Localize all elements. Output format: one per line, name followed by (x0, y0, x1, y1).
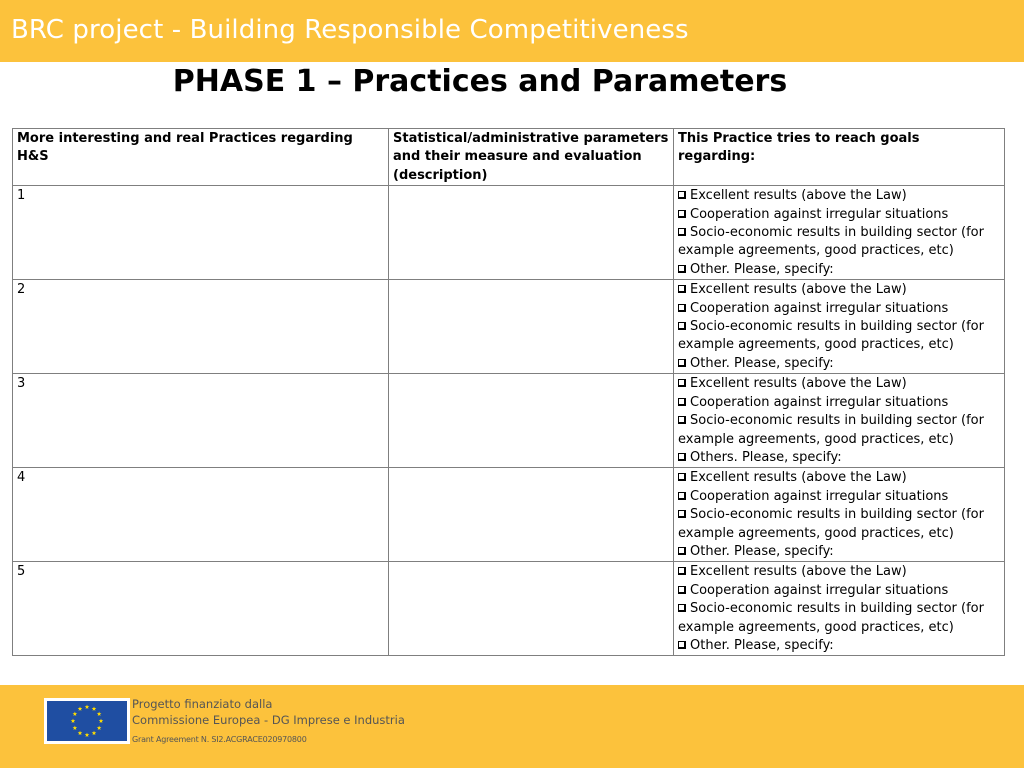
goal-option-label: Cooperation against irregular situations (690, 582, 949, 598)
header-title: BRC project - Building Responsible Competitiveness (11, 15, 689, 45)
goal-option[interactable] (678, 318, 1000, 355)
goal-option[interactable] (678, 600, 1000, 637)
practices-table (12, 128, 1005, 656)
goals-cell (674, 468, 1005, 562)
checkbox-icon[interactable] (678, 473, 686, 481)
table-header-row (13, 129, 1005, 186)
checkbox-icon[interactable] (678, 586, 686, 594)
checkbox-icon[interactable] (678, 379, 686, 387)
practice-number-cell[interactable]: 1 (13, 186, 389, 280)
slide-title: PHASE 1 – Practices and Parameters (172, 64, 788, 99)
goal-option-label: Excellent results (above the Law) (690, 470, 907, 486)
checkbox-icon[interactable] (678, 547, 686, 555)
goal-option[interactable] (678, 563, 1000, 581)
goal-option[interactable] (678, 469, 1000, 487)
table-row (13, 280, 1005, 374)
table-row (13, 562, 1005, 656)
goal-option-label: Socio-economic results in building sector (for example agreements, good practices, etc) (678, 319, 984, 353)
goals-cell (674, 186, 1005, 280)
goal-option-label: Cooperation against irregular situations (690, 488, 949, 504)
goal-option-label: Excellent results (above the Law) (690, 564, 907, 580)
checkbox-icon[interactable] (678, 228, 686, 236)
goal-option[interactable] (678, 355, 1000, 373)
goal-option[interactable] (678, 206, 1000, 224)
goal-option-label: Excellent results (above the Law) (690, 376, 907, 392)
eu-flag-icon (44, 698, 130, 744)
parameters-cell[interactable] (389, 468, 674, 562)
checkbox-icon[interactable] (678, 359, 686, 367)
goal-option-label: Cooperation against irregular situations (690, 394, 949, 410)
goal-option-label: Other. Please, specify: (690, 261, 834, 277)
checkbox-icon[interactable] (678, 265, 686, 273)
goal-option[interactable] (678, 300, 1000, 318)
goal-option[interactable] (678, 637, 1000, 655)
column-header-parameters: Statistical/administrative parameters and their measure and evaluation (description) (389, 129, 674, 186)
checkbox-icon[interactable] (678, 191, 686, 199)
footer-funding-line: Progetto finanziato dalla (132, 697, 273, 711)
goal-option[interactable] (678, 224, 1000, 261)
parameters-cell[interactable] (389, 186, 674, 280)
checkbox-icon[interactable] (678, 304, 686, 312)
checkbox-icon[interactable] (678, 453, 686, 461)
goal-option-label: Excellent results (above the Law) (690, 282, 907, 298)
goal-option[interactable] (678, 449, 1000, 467)
goal-option-label: Socio-economic results in building sector (for example agreements, good practices, etc) (678, 413, 984, 447)
footer-grant-line: Grant Agreement N. SI2.ACGRACE020970800 (132, 735, 307, 744)
table-row (13, 186, 1005, 280)
checkbox-icon[interactable] (678, 285, 686, 293)
column-header-practices: More interesting and real Practices regarding H&S (13, 129, 389, 186)
goal-option-label: Cooperation against irregular situations (690, 300, 949, 316)
goal-option[interactable] (678, 187, 1000, 205)
header-bar (0, 0, 1024, 62)
column-header-goals: This Practice tries to reach goals regarding: (674, 129, 1005, 186)
parameters-cell[interactable] (389, 280, 674, 374)
goal-option[interactable] (678, 261, 1000, 279)
checkbox-icon[interactable] (678, 210, 686, 218)
goal-option-label: Excellent results (above the Law) (690, 188, 907, 204)
practice-number-cell[interactable]: 5 (13, 562, 389, 656)
goals-cell (674, 562, 1005, 656)
goal-option[interactable] (678, 412, 1000, 449)
checkbox-icon[interactable] (678, 322, 686, 330)
checkbox-icon[interactable] (678, 604, 686, 612)
goal-option[interactable] (678, 281, 1000, 299)
goal-option-label: Socio-economic results in building sector (for example agreements, good practices, etc) (678, 507, 984, 541)
checkbox-icon[interactable] (678, 416, 686, 424)
goal-option-label: Cooperation against irregular situations (690, 206, 949, 222)
table-row (13, 374, 1005, 468)
goal-option[interactable] (678, 488, 1000, 506)
practice-number-cell[interactable]: 3 (13, 374, 389, 468)
parameters-cell[interactable] (389, 374, 674, 468)
table-row (13, 468, 1005, 562)
goal-option-label: Other. Please, specify: (690, 543, 834, 559)
goal-option-label: Socio-economic results in building sector (for example agreements, good practices, etc) (678, 601, 984, 635)
goals-cell (674, 280, 1005, 374)
footer-commission-line: Commissione Europea - DG Imprese e Industria (132, 713, 405, 727)
practice-number-cell[interactable]: 2 (13, 280, 389, 374)
goal-option[interactable] (678, 582, 1000, 600)
checkbox-icon[interactable] (678, 510, 686, 518)
goal-option-label: Other. Please, specify: (690, 355, 834, 371)
practice-number-cell[interactable]: 4 (13, 468, 389, 562)
checkbox-icon[interactable] (678, 492, 686, 500)
checkbox-icon[interactable] (678, 641, 686, 649)
goal-option[interactable] (678, 506, 1000, 543)
goal-option[interactable] (678, 543, 1000, 561)
goals-cell (674, 374, 1005, 468)
goal-option-label: Socio-economic results in building sector (for example agreements, good practices, etc) (678, 225, 984, 259)
checkbox-icon[interactable] (678, 398, 686, 406)
checkbox-icon[interactable] (678, 567, 686, 575)
goal-option[interactable] (678, 394, 1000, 412)
parameters-cell[interactable] (389, 562, 674, 656)
goal-option-label: Other. Please, specify: (690, 637, 834, 653)
goal-option[interactable] (678, 375, 1000, 393)
goal-option-label: Others. Please, specify: (690, 449, 842, 465)
